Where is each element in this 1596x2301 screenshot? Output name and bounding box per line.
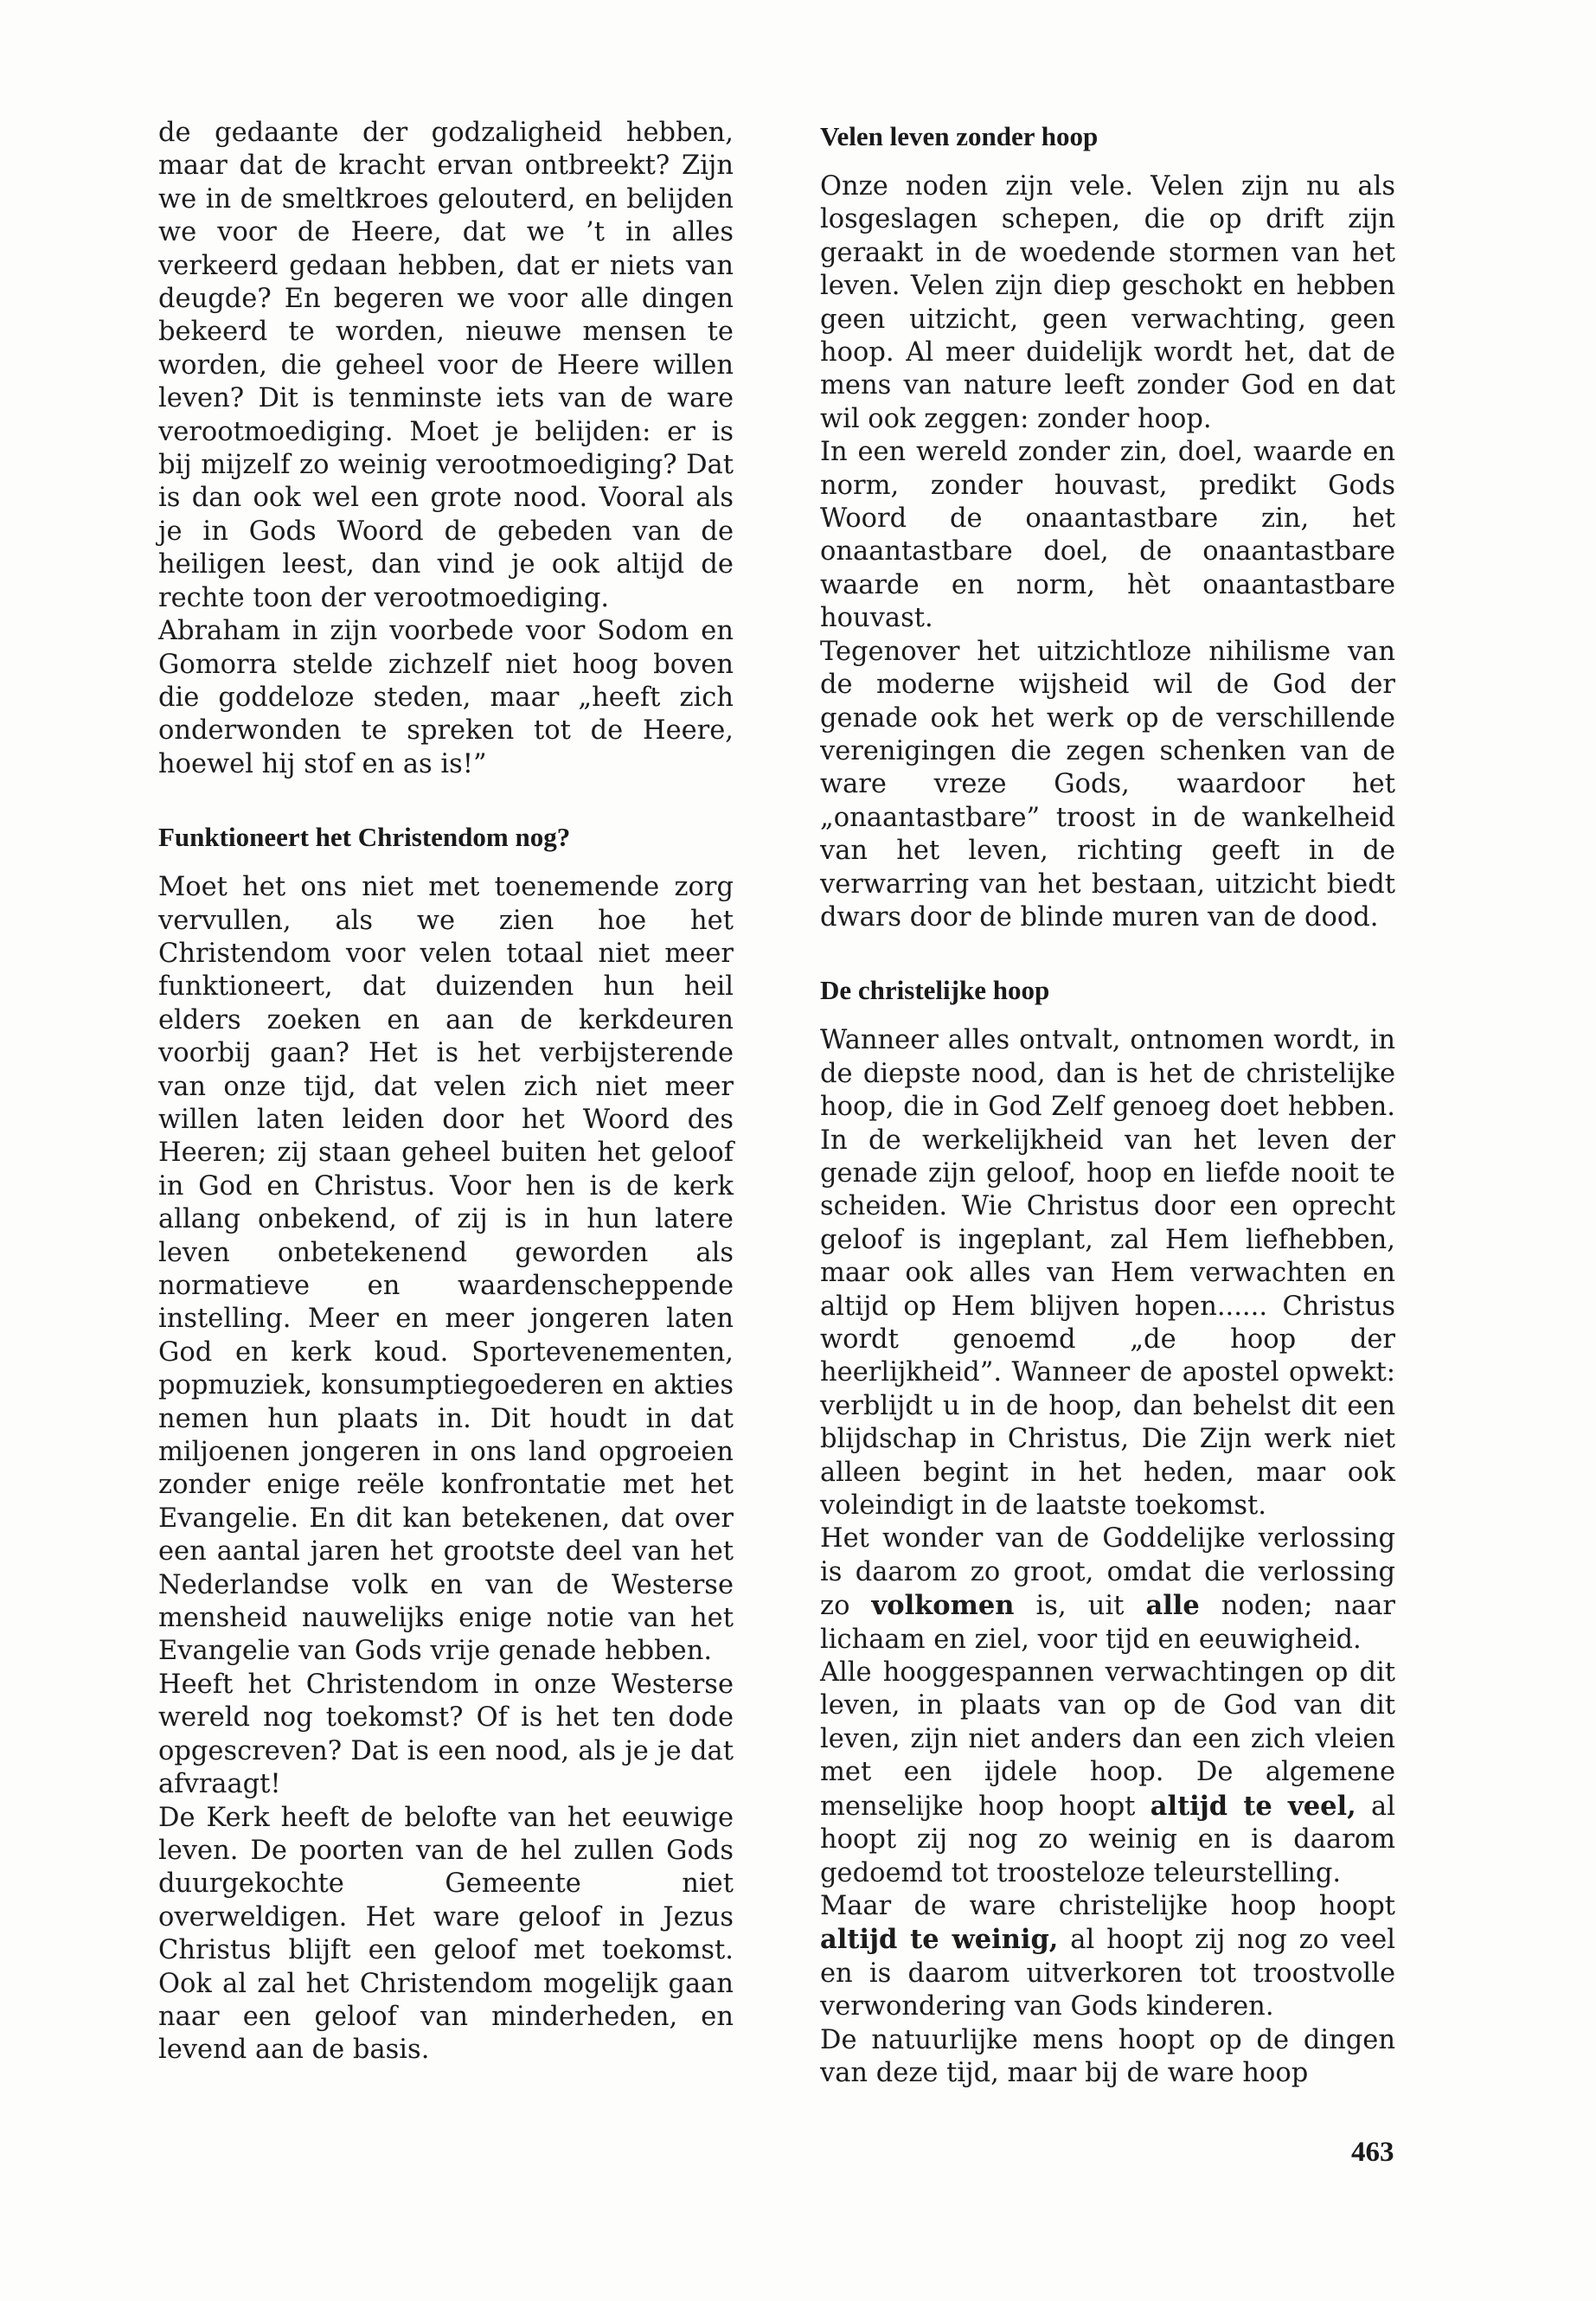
left-column [158, 117, 734, 2067]
christendom-paragraph-2: Heeft het Christendom in onze Westerse wereld nog toekomst? Of is het ten dode opgescreven? Dat is een nood, als je je dat afvraagt! [158, 1669, 734, 1800]
text-span: al hoopt zij nog zo veel en is daarom uitverkoren tot troostvolle verwondering van Gods kinderen. [820, 1925, 1395, 2022]
emphasis-volkomen: volkomen [871, 1590, 1015, 1622]
text-span: al hoopt zij nog zo weinig en is daarom gedoemd tot troosteloze teleurstelling. [820, 1791, 1395, 1888]
right-column [820, 117, 1395, 2090]
emphasis-alle: alle [1145, 1590, 1200, 1622]
section-heading-zonder-hoop: Velen leven zonder hoop [820, 121, 1099, 151]
zonder-hoop-paragraph-2: In een wereld zonder zin, doel, waarde en norm, zonder houvast, predikt Gods Woord de onaantastbare zin, het onaantastbare doel, de onaantastbare waarde en norm, hèt onaantastbare houvast. [820, 437, 1395, 634]
zonder-hoop-paragraph-3: Tegenover het uitzichtloze nihilisme van de moderne wijsheid wil de God der genade ook het werk op de verschillende verenigingen die zegen schenken van de ware vreze Gods, waardoor het „onaantastbare” troost in de wankelheid van het leven, richting geeft in de verwarring van het bestaan, uitzicht biedt dwars door de blinde muren van de dood. [820, 636, 1395, 933]
christendom-paragraph-1: Moet het ons niet met toenemende zorg vervullen, als we zien hoe het Christendom voor velen totaal niet meer funktioneert, dat duizenden hun heil elders zoeken en aan de kerkdeuren voorbij gaan? Het is het verbijsterende van onze tijd, dat velen zich niet meer willen laten leiden door het Woord des Heeren; zij staan geheel buiten het geloof in God en Christus. Voor hen is de kerk allang onbekend, of zij is in hun latere leven onbetekenend geworden als normatieve en waardenscheppende instelling. Meer en meer jongeren laten God en kerk koud. Sportevenementen, popmuziek, konsumptiegoederen en akties nemen hun plaats in. Dit houdt in dat miljoenen jongeren in ons land opgroeien zonder enige reële konfrontatie met het Evangelie. En dit kan betekenen, dat over een aantal jaren het grootste deel van het Nederlandse volk en van de Westerse mensheid nauwelijks enige notie van het Evangelie van Gods vrije genade hebben. [158, 872, 734, 1667]
christelijke-hoop-paragraph-2 [820, 1522, 1395, 1657]
emphasis-altijd-te-weinig: altijd te weinig, [820, 1924, 1059, 1956]
section-heading-christelijke-hoop: De christelijke hoop [820, 975, 1050, 1006]
section-heading-christendom: Funktioneert het Christendom nog? [158, 822, 571, 853]
christendom-paragraph-3: De Kerk heeft de belofte van het eeuwige leven. De poorten van de hel zullen Gods duurgekochte Gemeente niet overweldigen. Het ware geloof in Jezus Christus blijft een geloof met toekomst. Ook al zal het Christendom mogelijk gaan naar een geloof van minderheden, en levend aan de basis. [158, 1802, 734, 2066]
christelijke-hoop-paragraph-5: De natuurlijke mens hoopt op de dingen van deze tijd, maar bij de ware hoop [820, 2024, 1395, 2088]
christelijke-hoop-paragraph-1: Wanneer alles ontvalt, ontnomen wordt, in de diepste nood, dan is het de christelijke hoop, die in God Zelf genoeg doet hebben. In de werkelijkheid van het leven der genade zijn geloof, hoop en liefde nooit te scheiden. Wie Christus door een oprecht geloof is ingeplant, zal Hem liefhebben, maar ook alles van Hem verwachten en altijd op Hem blijven hopen...... Christus wordt genoemd „de hoop der heerlijkheid”. Wanneer de apostel opwekt: verblijdt u in de hoop, dan behelst dit een blijdschap in Christus, Die Zijn werk niet alleen begint in het heden, maar ook voleindigt in de laatste toekomst. [820, 1025, 1395, 1522]
emphasis-altijd-te-veel: altijd te veel, [1150, 1790, 1356, 1822]
text-span: noden; naar lichaam en ziel, voor tijd en eeuwigheid. [820, 1591, 1395, 1655]
page-number: 463 [1351, 2137, 1394, 2168]
christelijke-hoop-paragraph-3 [820, 1657, 1395, 1890]
text-span: Het wonder van de Goddelijke verlossing is daarom zo groot, omdat die verlossing zo [820, 1523, 1395, 1622]
christelijke-hoop-paragraph-4 [820, 1890, 1395, 2024]
text-span: Alle hooggespannen verwachtingen op dit leven, in plaats van op de God van dit leven, zijn niet anders dan een zich vleien met een ijdele hoop. De algemene menselijke hoop hoopt [820, 1657, 1395, 1822]
text-span: Maar de ware christelijke hoop hoopt [820, 1890, 1395, 1921]
intro-paragraph: de gedaante der godzaligheid hebben, maar dat de kracht ervan ontbreekt? Zijn we in de smeltkroes gelouterd, en belijden we voor de Heere, dat we ’t in alles verkeerd gedaan hebben, dat er niets van deugde? En begeren we voor alle dingen bekeerd te worden, nieuwe mensen te worden, die geheel voor de Heere willen leven? Dit is tenminste iets van de ware verootmoediging. Moet je belijden: er is bij mijzelf zo weinig verootmoediging? Dat is dan ook wel een grote nood. Vooral als je in Gods Woord de gebeden van de heiligen leest, dan vind je ook altijd de rechte toon der verootmoediging. [158, 118, 734, 613]
abraham-paragraph: Abraham in zijn voorbede voor Sodom en Gomorra stelde zichzelf niet hoog boven die goddeloze steden, maar „heeft zich onderwonden te spreken tot de Heere, hoewel hij stof en as is!” [158, 616, 734, 779]
zonder-hoop-paragraph-1: Onze noden zijn vele. Velen zijn nu als losgeslagen schepen, die op drift zijn geraakt in de woedende stormen van het leven. Velen zijn diep geschokt en hebben geen uitzicht, geen verwachting, geen hoop. Al meer duidelijk wordt het, dat de mens van nature leeft zonder God en dat wil ook zeggen: zonder hoop. [820, 171, 1395, 434]
text-span: is, uit [1014, 1591, 1146, 1622]
